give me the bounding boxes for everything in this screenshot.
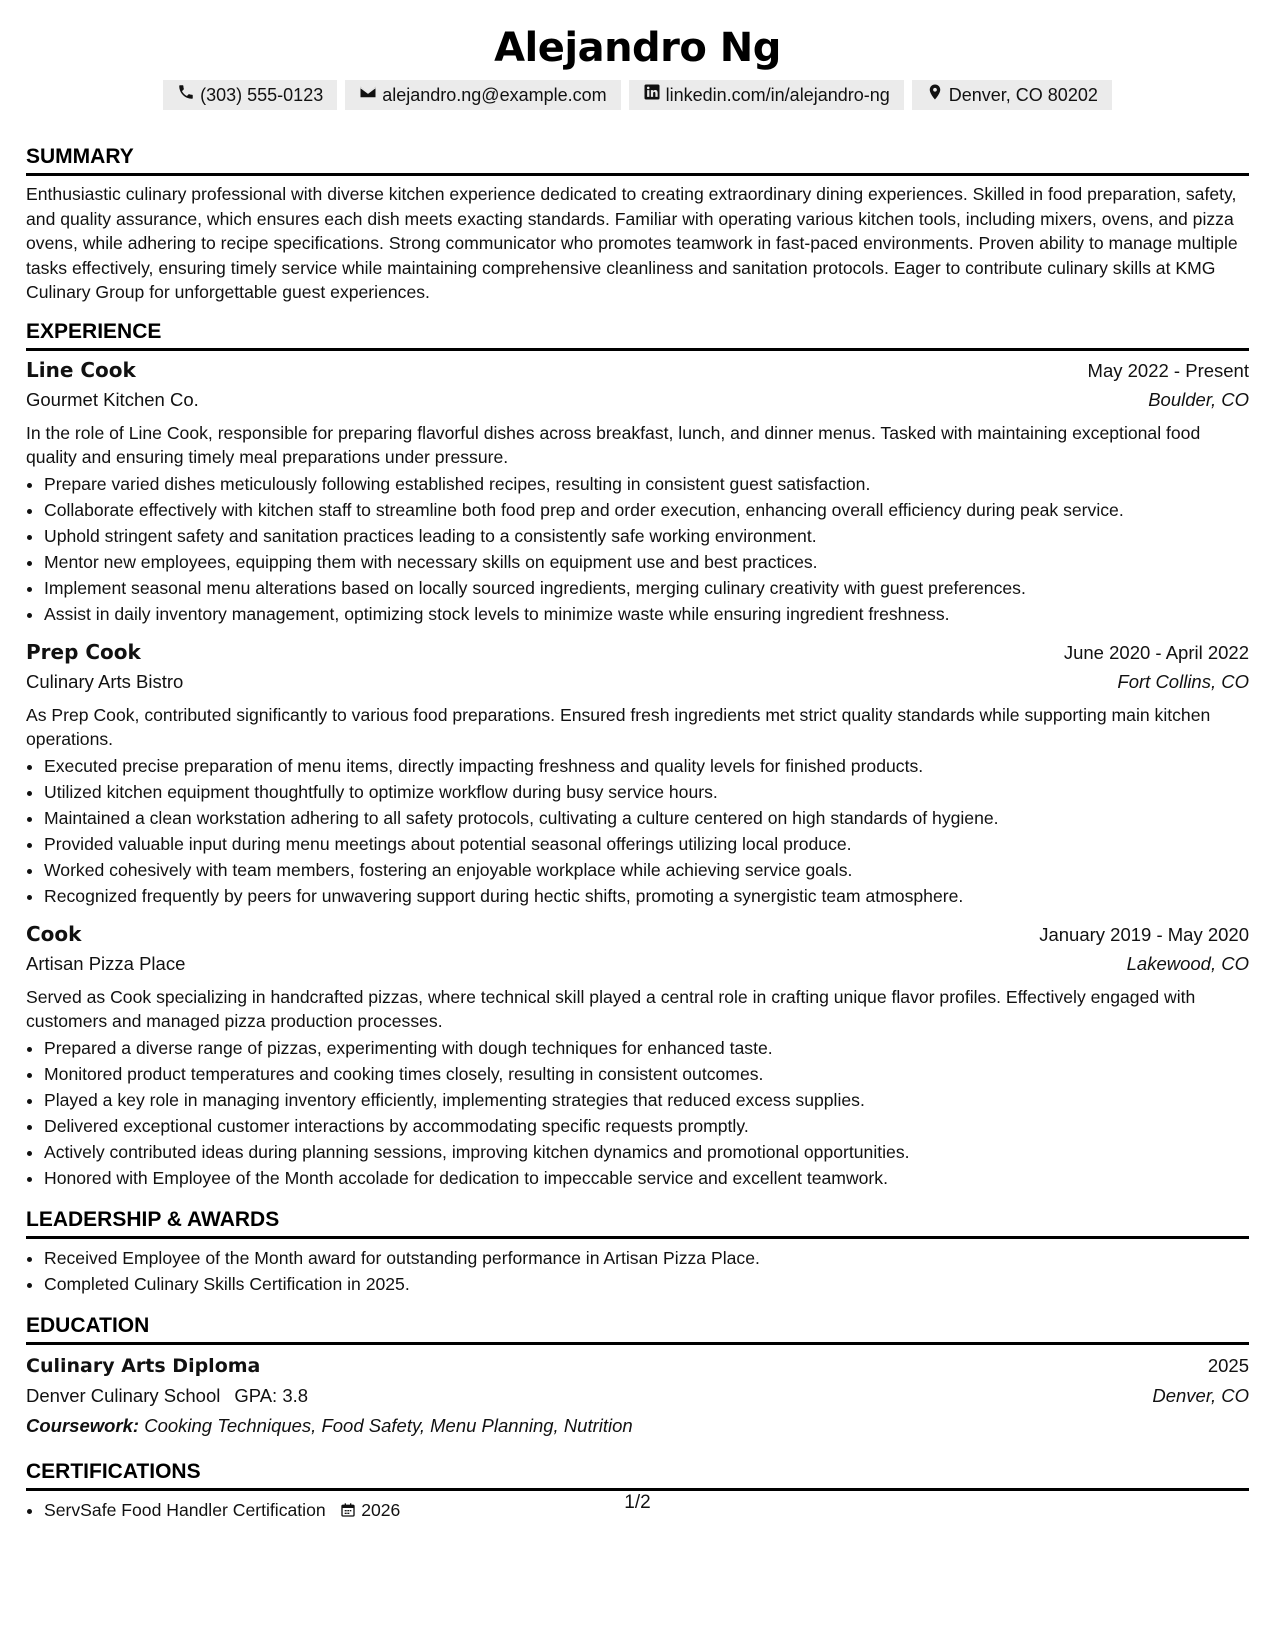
list-item: • Assist in daily inventory management, optimizing stock levels to minimize waste while ensuring ingredient freshness. <box>44 601 1249 627</box>
certification-name: ServSafe Food Handler Certification <box>44 1499 326 1520</box>
certification-year: 2026 <box>361 1499 401 1520</box>
job-description: As Prep Cook, contributed significantly to various food preparations. Ensured fresh ingredients met strict quality standards while supporting main kitchen operations. <box>26 704 1211 749</box>
location-text: Denver, CO 80202 <box>948 85 1098 105</box>
summary-heading: SUMMARY <box>26 144 1249 176</box>
list-item: • Received Employee of the Month award for outstanding performance in Artisan Pizza Place. <box>44 1245 1249 1271</box>
job-location: Fort Collins, CO <box>1117 670 1249 692</box>
list-item: • Prepared a diverse range of pizzas, experimenting with dough techniques for enhanced taste. <box>44 1035 1249 1061</box>
list-item: • Delivered exceptional customer interactions by accommodating specific requests promptly. <box>44 1113 1249 1139</box>
list-item: • Mentor new employees, equipping them with necessary skills on equipment use and best practices. <box>44 549 1249 575</box>
list-item: • Prepare varied dishes meticulously following established recipes, resulting in consistent guest satisfaction. <box>44 471 1249 497</box>
job-location: Boulder, CO <box>1148 388 1249 410</box>
phone-icon <box>177 82 195 108</box>
list-item: • Worked cohesively with team members, fostering an enjoyable workplace while achieving service goals. <box>44 857 1249 883</box>
coursework-list: Cooking Techniques, Food Safety, Menu Planning, Nutrition <box>144 1414 633 1436</box>
candidate-name: Alejandro Ng <box>494 25 781 71</box>
contact-bar <box>26 80 1249 110</box>
job-title: Cook <box>26 921 82 946</box>
list-item: • Actively contributed ideas during planning sessions, improving kitchen dynamics and promotional opportunities. <box>44 1139 1249 1165</box>
coursework-label: Coursework: <box>26 1414 140 1436</box>
linkedin-icon <box>643 82 661 108</box>
education-heading: EDUCATION <box>26 1313 1249 1345</box>
job-bullets <box>26 1035 1249 1191</box>
job-bullets <box>26 471 1249 627</box>
list-item: • Honored with Employee of the Month accolade for dedication to impeccable service and excellent teamwork. <box>44 1165 1249 1191</box>
leadership-heading: LEADERSHIP & AWARDS <box>26 1207 1249 1239</box>
job-company: Culinary Arts Bistro <box>26 670 184 692</box>
email-text: alejandro.ng@example.com <box>382 85 607 105</box>
school-line <box>26 1381 308 1411</box>
list-item: • Uphold stringent safety and sanitation practices leading to a consistently safe working environment. <box>44 523 1249 549</box>
job-title: Line Cook <box>26 357 136 382</box>
resume-page <box>26 0 1249 1523</box>
job-dates: May 2022 - Present <box>1087 359 1249 381</box>
job-company: Artisan Pizza Place <box>26 952 186 974</box>
gpa: GPA: 3.8 <box>234 1384 309 1406</box>
list-item: • Utilized kitchen equipment thoughtfully to optimize workflow during busy service hours. <box>44 779 1249 805</box>
experience-heading: EXPERIENCE <box>26 319 1249 351</box>
leadership-list <box>26 1245 1249 1297</box>
list-item: • Completed Culinary Skills Certification in 2025. <box>44 1271 1249 1297</box>
envelope-icon <box>359 82 377 108</box>
list-item: • Monitored product temperatures and cooking times closely, resulting in consistent outcomes. <box>44 1061 1249 1087</box>
degree-title: Culinary Arts Diploma <box>26 1354 261 1377</box>
list-item: • Provided valuable input during menu meetings about potential seasonal offerings utilizing local produce. <box>44 831 1249 857</box>
contact-email[interactable] <box>345 80 620 110</box>
job-title: Prep Cook <box>26 639 141 664</box>
certifications-heading: CERTIFICATIONS <box>26 1459 1249 1491</box>
degree-year: 2025 <box>1207 1354 1249 1376</box>
job-entry-prep-cook <box>26 633 1249 909</box>
list-item: • Executed precise preparation of menu items, directly impacting freshness and quality levels for finished products. <box>44 753 1249 779</box>
contact-location <box>912 80 1112 110</box>
job-description: In the role of Line Cook, responsible for preparing flavorful dishes across breakfast, lunch, and dinner menus. Tasked with maintaining exceptional food quality and ensuring timely meal preparations under pressure. <box>26 422 1201 467</box>
phone-text: (303) 555-0123 <box>200 85 324 105</box>
list-item: • Maintained a clean workstation adhering to all safety protocols, cultivating a culture centered on high standards of hygiene. <box>44 805 1249 831</box>
contact-phone[interactable] <box>163 80 337 110</box>
job-bullets <box>26 753 1249 909</box>
job-description: Served as Cook specializing in handcrafted pizzas, where technical skill played a central role in crafting unique flavor profiles. Effectively engaged with customers and managed pizza production processes. <box>26 986 1196 1031</box>
summary-text: Enthusiastic culinary professional with diverse kitchen experience dedicated to creating extraordinary dining experiences. Skilled in food preparation, safety, and quality assurance, which ensures each dish meets exacting standards. Familiar with operating various kitchen tools, including mixers, ovens, and pizza ovens, while adhering to recipe specifications. Strong communicator who promotes teamwork in fast-paced environments. Proven ability to manage multiple tasks effectively, ensuring timely service while maintaining comprehensive cleanliness and sanitation protocols. Eager to contribute culinary skills at KMG Culinary Group for unforgettable guest experiences. <box>26 184 1238 302</box>
job-location: Lakewood, CO <box>1126 952 1249 974</box>
page-number: 1/2 <box>624 1492 651 1513</box>
job-entry-cook <box>26 915 1249 1191</box>
school-location: Denver, CO <box>1152 1384 1249 1406</box>
school-name: Denver Culinary School <box>26 1384 221 1406</box>
job-dates: June 2020 - April 2022 <box>1063 641 1249 663</box>
list-item: • Played a key role in managing inventory efficiently, implementing strategies that reduced excess supplies. <box>44 1087 1249 1113</box>
contact-linkedin[interactable] <box>629 80 904 110</box>
list-item: • Collaborate effectively with kitchen staff to streamline both food prep and order execution, enhancing overall efficiency during peak service. <box>44 497 1249 523</box>
linkedin-text: linkedin.com/in/alejandro-ng <box>665 85 890 105</box>
map-pin-icon <box>926 82 944 108</box>
list-item: • Implement seasonal menu alterations based on locally sourced ingredients, merging culinary creativity with guest preferences. <box>44 575 1249 601</box>
coursework-line <box>26 1411 1249 1441</box>
job-dates: January 2019 - May 2020 <box>1039 923 1249 945</box>
list-item: • Recognized frequently by peers for unwavering support during hectic shifts, promoting a synergistic team atmosphere. <box>44 883 1249 909</box>
job-entry-line-cook <box>26 351 1249 627</box>
job-company: Gourmet Kitchen Co. <box>26 388 199 410</box>
